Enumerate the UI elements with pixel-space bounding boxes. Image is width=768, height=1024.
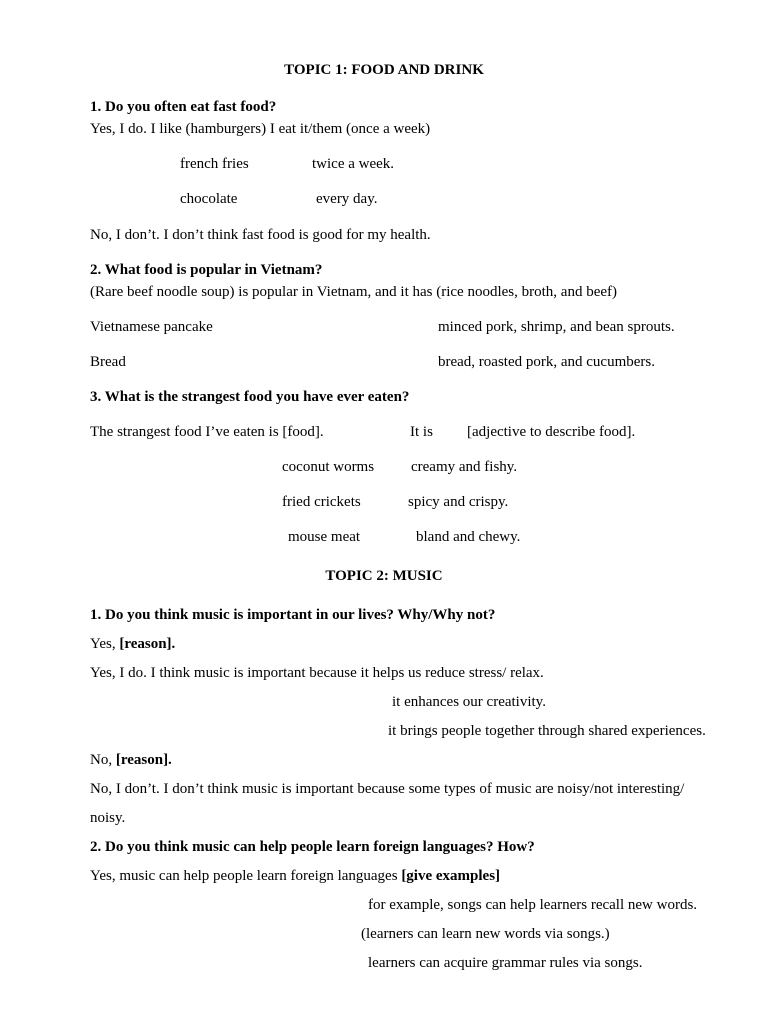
topic2-q2-question: 2. Do you think music can help people learn foreign languages? How? (90, 839, 535, 855)
topic2-q1-no-line (90, 751, 172, 769)
topic1-q2-alt1-dish: Vietnamese pancake (90, 319, 213, 335)
topic2-q1-no-tag: [reason]. (115, 752, 172, 768)
topic1-q1-alt2-food: chocolate (180, 191, 238, 207)
topic2-q2-alt2: (learners can learn new words via songs.) (361, 926, 610, 942)
topic2-q2-answer-line (90, 867, 500, 885)
topic2-q1-yes-answer: Yes, I do. I think music is important because it helps us reduce stress/ relax. (90, 665, 544, 681)
topic2-q1-no-answer-line2: noisy. (90, 810, 126, 826)
topic1-title: TOPIC 1: FOOD AND DRINK (284, 62, 484, 78)
topic1-q2-alt1-ingredients: minced pork, shrimp, and bean sprouts. (438, 319, 675, 335)
topic1-q2-alt2-dish: Bread (90, 354, 126, 370)
topic1-q1-negative: No, I don’t. I don’t think fast food is good for my health. (90, 227, 431, 243)
topic2-q1-yes-alt2: it brings people together through shared experiences. (388, 723, 706, 739)
topic1-q2-question: 2. What food is popular in Vietnam? (90, 262, 323, 278)
topic2-q2-answer: Yes, music can help people learn foreign languages (90, 868, 398, 884)
topic2-q1-yes-tag: [reason]. (119, 636, 176, 652)
topic1-q1-alt2-freq: every day. (316, 191, 378, 207)
topic2-title: TOPIC 2: MUSIC (325, 568, 443, 584)
topic2-q2-answer-tag: [give examples] (401, 868, 501, 884)
topic2-q1-no-prefix: No, (90, 752, 113, 768)
topic1-q3-answer-adj: [adjective to describe food]. (467, 424, 636, 440)
topic1-q3-answer-start: The strangest food I’ve eaten is [food]. (90, 424, 324, 440)
topic2-q1-yes-alt1: it enhances our creativity. (392, 694, 546, 710)
topic1-q2-alt2-ingredients: bread, roasted pork, and cucumbers. (438, 354, 656, 370)
topic1-q3-question: 3. What is the strangest food you have ever eaten? (90, 389, 410, 405)
topic2-q2-alt1: for example, songs can help learners recall new words. (368, 897, 698, 913)
topic1-q1-question: 1. Do you often eat fast food? (90, 99, 277, 115)
topic1-q3-alt3-adj: bland and chewy. (416, 529, 521, 545)
topic2-q2-alt3: learners can acquire grammar rules via songs. (368, 955, 643, 971)
topic1-q3-alt3-food: mouse meat (288, 529, 361, 545)
topic2-q1-yes-line (90, 635, 175, 653)
topic1-q3-alt2-adj: spicy and crispy. (408, 494, 509, 510)
topic1-q3-alt1-adj: creamy and fishy. (411, 459, 518, 475)
topic2-q1-question: 1. Do you think music is important in our lives? Why/Why not? (90, 607, 496, 623)
topic1-q1-alt1-food: french fries (180, 156, 249, 172)
topic2-q1-no-answer-line1: No, I don’t. I don’t think music is important because some types of music are noisy/not interesting/ (90, 781, 685, 797)
topic1-q3-alt2-food: fried crickets (282, 494, 361, 510)
topic1-q1-answer: Yes, I do. I like (hamburgers) I eat it/them (once a week) (90, 121, 431, 137)
topic1-q1-alt1-freq: twice a week. (312, 156, 395, 172)
topic1-q3-alt1-food: coconut worms (282, 459, 375, 475)
topic1-q3-answer-it: It is (410, 424, 433, 440)
topic1-q2-answer: (Rare beef noodle soup) is popular in Vietnam, and it has (rice noodles, broth, and beef) (90, 284, 617, 300)
topic2-q1-yes-prefix: Yes, (90, 636, 116, 652)
